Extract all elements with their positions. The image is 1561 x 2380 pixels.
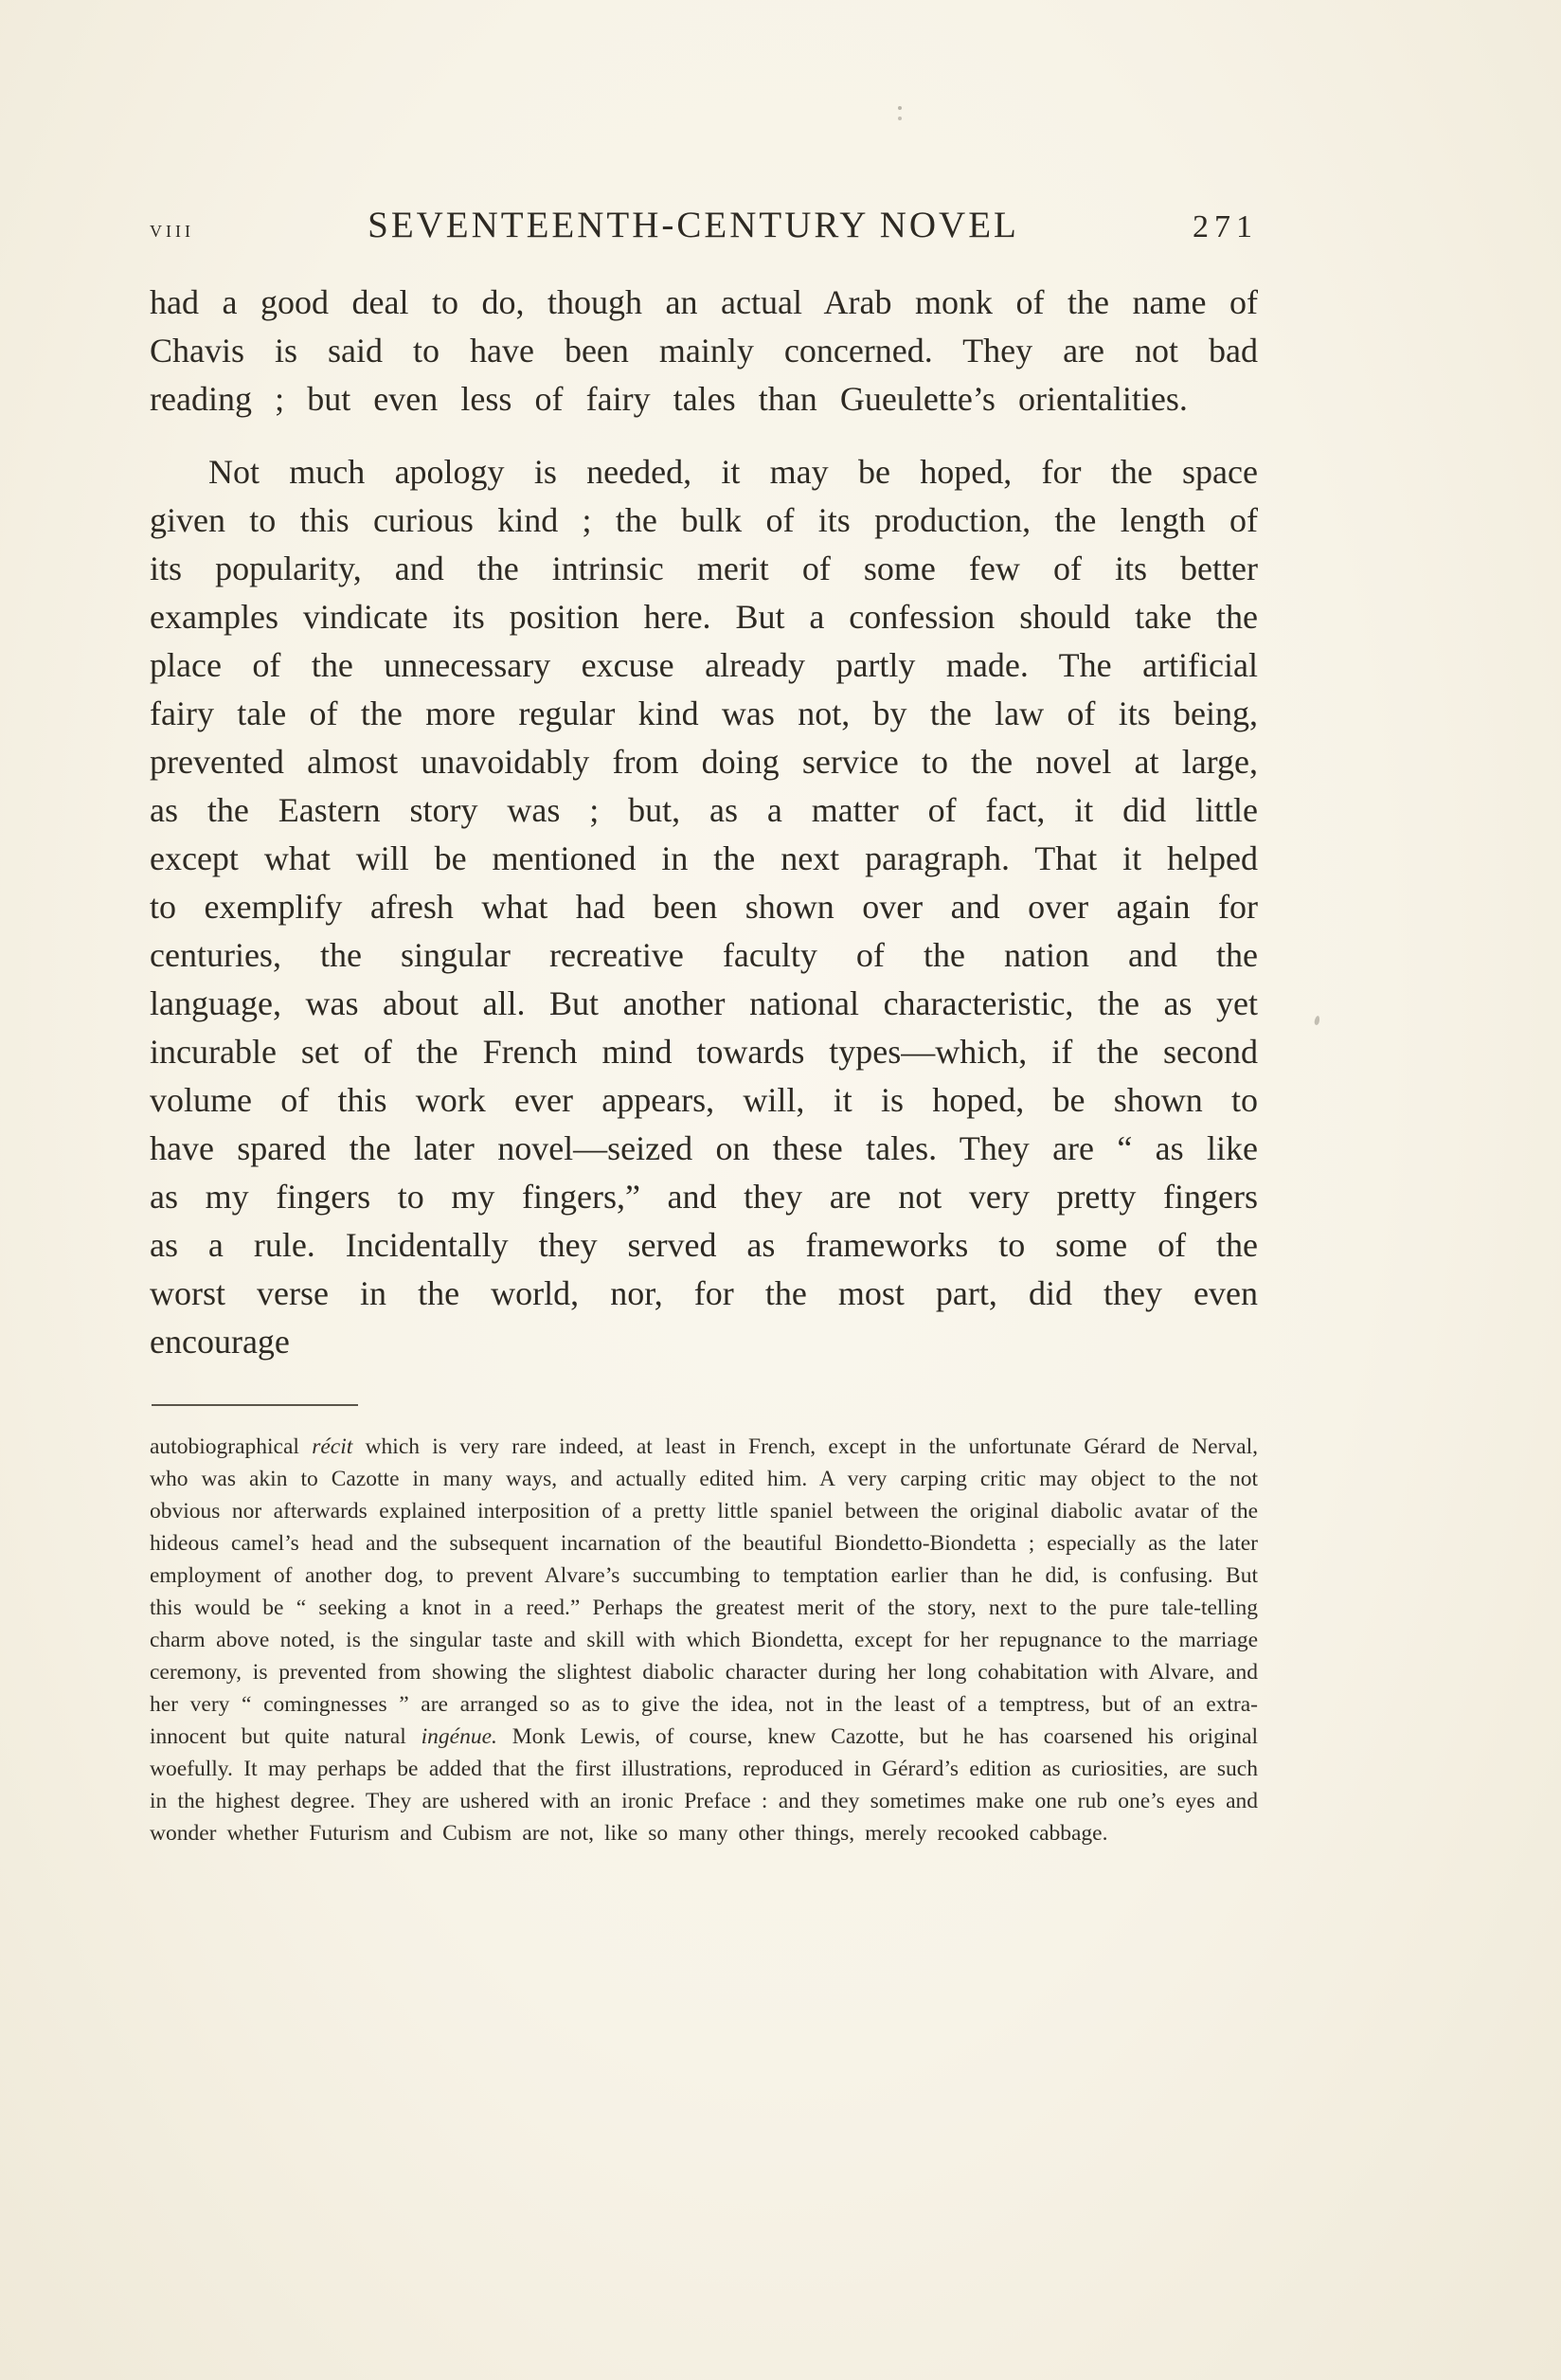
running-head [150,204,1258,246]
chapter-number: viii [150,215,194,243]
print-artifact [1314,1016,1320,1026]
paragraph: Not much apology is needed, it may be hoped, for the space given to this curious kind ; the bulk of its production, the length of its popularity, and the intrinsic merit of some few of its better examples vindicate its position here. But a confession should take the place of the unnecessary excuse already partly made. The artificial fairy tale of the more regular kind was not, by the law of its being, prevented almost unavoidably from doing service to the novel at large, as the Eastern story was ; but, as a matter of fact, it did little except what will be mentioned in the next paragraph. That it helped to exemplify afresh what had been shown over and over again for centuries, the singular recreative faculty of the nation and the language, was about all. But another national characteristic, the as yet incurable set of the French mind towards types—which, if the second volume of this work ever appears, will, it is hoped, be shown to have spared the later novel—seized on these tales. They are “ as like as my fingers to my fingers,” and they are not very pretty fingers as a rule. Incidentally they served as frameworks to some of the worst verse in the world, nor, for the most part, did they even encourage [150,453,1258,1361]
footnote-text: autobiographical récit which is very rare indeed, at least in French, except in the unfortunate Gérard de Nerval, who was akin to Cazotte in many ways, and actually edited him. A very carping critic may object to the not obvious nor afterwards explained interposition of a pretty little spaniel between the original diabolic avatar of the hideous camel’s head and the subsequent incarnation of the beautiful Biondetto-Biondetta ; especially as the later employment of another dog, to prevent Alvare’s succumbing to temptation earlier than he did, is confusing. But this would be “ seeking a knot in a reed.” Perhaps the greatest merit of the story, next to the pure tale-telling charm above noted, is the singular taste and skill with which Biondetta, except for her repugnance to the marriage ceremony, is prevented from showing the slightest diabolic character during her long cohabitation with Alvare, and her very “ comingnesses ” are arranged so as to give the idea, not in the least of a temptress, but of an extra-innocent but quite natural ingénue. Monk Lewis, of course, knew Cazotte, but he has coarsened his original woefully. It may perhaps be added that the first illustrations, reproduced in Gérard’s edition as curiosities, are such in the highest degree. They are ushered with an ironic Preface : and they sometimes make one rub one’s eyes and wonder whether Futurism and Cubism are not, like so many other things, merely recooked cabbage. [150,1434,1258,1846]
footnote-separator [152,1404,358,1406]
page-number: 271 [1193,209,1258,244]
paragraph: had a good deal to do, though an actual Arab monk of the name of Chavis is said to have been mainly concerned. They are not bad reading ; but even less of fairy tales than Gueulette’s orientalities. [150,283,1258,418]
print-artifact [898,106,902,110]
body-text [150,279,1258,1366]
running-head-title: SEVENTEENTH-CENTURY NOVEL [368,205,1019,245]
